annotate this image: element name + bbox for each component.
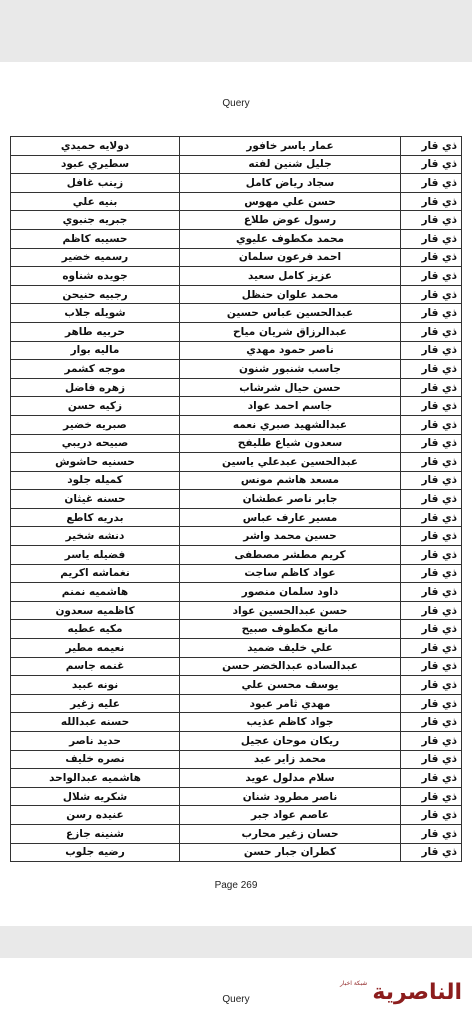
mother-name-cell: ماليه بوار <box>11 341 180 360</box>
table-row <box>11 694 462 713</box>
province-cell: ذي قار <box>401 397 462 416</box>
full-name-cell: مانع مكطوف صبيح <box>180 620 401 639</box>
province-cell: ذي قار <box>401 211 462 230</box>
full-name-cell: مسير عارف عباس <box>180 508 401 527</box>
full-name-cell: علي خليف ضميد <box>180 639 401 658</box>
mother-name-cell: فضيله ياسر <box>11 546 180 565</box>
full-name-cell: يوسف محسن علي <box>180 676 401 695</box>
logo-subtext: شبكة اخبار <box>340 980 368 987</box>
full-name-cell: حسان زغير محارب <box>180 824 401 843</box>
mother-name-cell: حسنه غيثان <box>11 490 180 509</box>
mother-name-cell: زينب غافل <box>11 174 180 193</box>
mother-name-cell: سطيري عبود <box>11 155 180 174</box>
full-name-cell: حسن علي مهوس <box>180 192 401 211</box>
province-cell: ذي قار <box>401 824 462 843</box>
mother-name-cell: صبريه خضير <box>11 415 180 434</box>
table-row <box>11 601 462 620</box>
mother-name-cell: بدريه كاطع <box>11 508 180 527</box>
table-row <box>11 490 462 509</box>
records-table-body <box>11 137 462 862</box>
mother-name-cell: دولايه حميدي <box>11 137 180 156</box>
mother-name-cell: غنمه جاسم <box>11 657 180 676</box>
province-cell: ذي قار <box>401 601 462 620</box>
full-name-cell: جاسم احمد عواد <box>180 397 401 416</box>
province-cell: ذي قار <box>401 843 462 862</box>
full-name-cell: محمد مكطوف عليوي <box>180 229 401 248</box>
mother-name-cell: هاشميه نمنم <box>11 583 180 602</box>
full-name-cell: ناصر حمود مهدي <box>180 341 401 360</box>
province-cell: ذي قار <box>401 174 462 193</box>
table-row <box>11 583 462 602</box>
records-table <box>10 136 462 862</box>
province-cell: ذي قار <box>401 137 462 156</box>
full-name-cell: جواد كاظم عذيب <box>180 713 401 732</box>
table-row <box>11 750 462 769</box>
table-row <box>11 843 462 862</box>
table-row <box>11 378 462 397</box>
province-cell: ذي قار <box>401 787 462 806</box>
full-name-cell: كريم مطشر مصطفى <box>180 546 401 565</box>
mother-name-cell: بنيه علي <box>11 192 180 211</box>
mother-name-cell: رسميه خضير <box>11 248 180 267</box>
mother-name-cell: جويده شناوه <box>11 267 180 286</box>
table-row <box>11 508 462 527</box>
mother-name-cell: عليه زغير <box>11 694 180 713</box>
mother-name-cell: حسنه عبدالله <box>11 713 180 732</box>
mother-name-cell: مكيه عطيه <box>11 620 180 639</box>
province-cell: ذي قار <box>401 415 462 434</box>
full-name-cell: عبدالشهيد صبري نعمه <box>180 415 401 434</box>
full-name-cell: محمد علوان حنظل <box>180 285 401 304</box>
province-cell: ذي قار <box>401 155 462 174</box>
mother-name-cell: رجبيه حنيحن <box>11 285 180 304</box>
province-cell: ذي قار <box>401 360 462 379</box>
table-row <box>11 211 462 230</box>
table-row <box>11 769 462 788</box>
mother-name-cell: رضيه جلوب <box>11 843 180 862</box>
table-row <box>11 137 462 156</box>
watermark-logo <box>338 978 468 1018</box>
table-row <box>11 546 462 565</box>
table-row <box>11 453 462 472</box>
document-page <box>0 62 472 926</box>
page-header: Query <box>222 98 250 109</box>
province-cell: ذي قار <box>401 434 462 453</box>
mother-name-cell: دنشه شخير <box>11 527 180 546</box>
full-name-cell: عمار ياسر خافور <box>180 137 401 156</box>
table-row <box>11 248 462 267</box>
province-cell: ذي قار <box>401 322 462 341</box>
full-name-cell: عبدالساده عبدالخضر حسن <box>180 657 401 676</box>
mother-name-cell: عنيده رسن <box>11 806 180 825</box>
table-row <box>11 787 462 806</box>
full-name-cell: عبدالحسين عباس حسين <box>180 304 401 323</box>
full-name-cell: عبدالحسين عبدعلي ياسين <box>180 453 401 472</box>
mother-name-cell: شكريه شلال <box>11 787 180 806</box>
mother-name-cell: زكيه حسن <box>11 397 180 416</box>
province-cell: ذي قار <box>401 769 462 788</box>
next-page-header: Query <box>222 994 250 1005</box>
full-name-cell: عزيز كامل سعيد <box>180 267 401 286</box>
province-cell: ذي قار <box>401 620 462 639</box>
mother-name-cell: حديد ناصر <box>11 732 180 751</box>
province-cell: ذي قار <box>401 657 462 676</box>
mother-name-cell: حسيبه كاظم <box>11 229 180 248</box>
mother-name-cell: نغماشه اكريم <box>11 564 180 583</box>
full-name-cell: حسن عبدالحسين عواد <box>180 601 401 620</box>
full-name-cell: مهدي ثامر عبود <box>180 694 401 713</box>
full-name-cell: حسن حيال شرشاب <box>180 378 401 397</box>
table-row <box>11 341 462 360</box>
full-name-cell: رسول عوض طلاع <box>180 211 401 230</box>
table-row <box>11 360 462 379</box>
table-row <box>11 564 462 583</box>
table-row <box>11 415 462 434</box>
province-cell: ذي قار <box>401 546 462 565</box>
mother-name-cell: كميله جلود <box>11 471 180 490</box>
full-name-cell: سجاد رياض كامل <box>180 174 401 193</box>
province-cell: ذي قار <box>401 527 462 546</box>
table-row <box>11 620 462 639</box>
mother-name-cell: نعيمه مطير <box>11 639 180 658</box>
province-cell: ذي قار <box>401 341 462 360</box>
province-cell: ذي قار <box>401 453 462 472</box>
full-name-cell: جليل شنين لفته <box>180 155 401 174</box>
full-name-cell: جاسب شنبور شنون <box>180 360 401 379</box>
mother-name-cell: هاشميه عبدالواحد <box>11 769 180 788</box>
table-row <box>11 304 462 323</box>
mother-name-cell: نصره خليف <box>11 750 180 769</box>
full-name-cell: سعدون شياع طليفح <box>180 434 401 453</box>
full-name-cell: سلام مدلول عويد <box>180 769 401 788</box>
province-cell: ذي قار <box>401 471 462 490</box>
province-cell: ذي قار <box>401 732 462 751</box>
full-name-cell: عبدالرزاق شريان مياح <box>180 322 401 341</box>
province-cell: ذي قار <box>401 676 462 695</box>
full-name-cell: محمد زاير عبد <box>180 750 401 769</box>
table-row <box>11 639 462 658</box>
mother-name-cell: حسنيه حاشوش <box>11 453 180 472</box>
table-row <box>11 155 462 174</box>
province-cell: ذي قار <box>401 508 462 527</box>
table-row <box>11 471 462 490</box>
province-cell: ذي قار <box>401 639 462 658</box>
mother-name-cell: جبريه جنبوي <box>11 211 180 230</box>
mother-name-cell: شنينه جازع <box>11 824 180 843</box>
full-name-cell: كطران جبار حسن <box>180 843 401 862</box>
mother-name-cell: زهره فاضل <box>11 378 180 397</box>
full-name-cell: مسعد هاشم مونس <box>180 471 401 490</box>
logo-text: الناصرية <box>372 980 462 1005</box>
full-name-cell: عاصم عواد جبر <box>180 806 401 825</box>
mother-name-cell: صبيحه دريبي <box>11 434 180 453</box>
full-name-cell: احمد فرعون سلمان <box>180 248 401 267</box>
table-row <box>11 824 462 843</box>
province-cell: ذي قار <box>401 267 462 286</box>
table-row <box>11 527 462 546</box>
province-cell: ذي قار <box>401 564 462 583</box>
table-row <box>11 267 462 286</box>
table-row <box>11 322 462 341</box>
province-cell: ذي قار <box>401 583 462 602</box>
table-row <box>11 192 462 211</box>
full-name-cell: ريكان موحان عجيل <box>180 732 401 751</box>
table-row <box>11 713 462 732</box>
full-name-cell: عواد كاظم ساجت <box>180 564 401 583</box>
province-cell: ذي قار <box>401 248 462 267</box>
mother-name-cell: شويله جلاب <box>11 304 180 323</box>
table-row <box>11 676 462 695</box>
table-row <box>11 806 462 825</box>
table-row <box>11 657 462 676</box>
table-row <box>11 397 462 416</box>
province-cell: ذي قار <box>401 713 462 732</box>
mother-name-cell: نونه عبيد <box>11 676 180 695</box>
table-row <box>11 229 462 248</box>
full-name-cell: داود سلمان منصور <box>180 583 401 602</box>
mother-name-cell: حربيه طاهر <box>11 322 180 341</box>
full-name-cell: ناصر مطرود شنان <box>180 787 401 806</box>
province-cell: ذي قار <box>401 192 462 211</box>
province-cell: ذي قار <box>401 285 462 304</box>
full-name-cell: جابر ناصر عطشان <box>180 490 401 509</box>
province-cell: ذي قار <box>401 806 462 825</box>
province-cell: ذي قار <box>401 490 462 509</box>
province-cell: ذي قار <box>401 378 462 397</box>
province-cell: ذي قار <box>401 750 462 769</box>
province-cell: ذي قار <box>401 304 462 323</box>
page-footer: Page 269 <box>214 880 258 891</box>
table-row <box>11 732 462 751</box>
table-row <box>11 174 462 193</box>
province-cell: ذي قار <box>401 694 462 713</box>
province-cell: ذي قار <box>401 229 462 248</box>
table-row <box>11 285 462 304</box>
full-name-cell: حسين محمد واشر <box>180 527 401 546</box>
table-row <box>11 434 462 453</box>
mother-name-cell: كاظميه سعدون <box>11 601 180 620</box>
mother-name-cell: موجه كشمر <box>11 360 180 379</box>
